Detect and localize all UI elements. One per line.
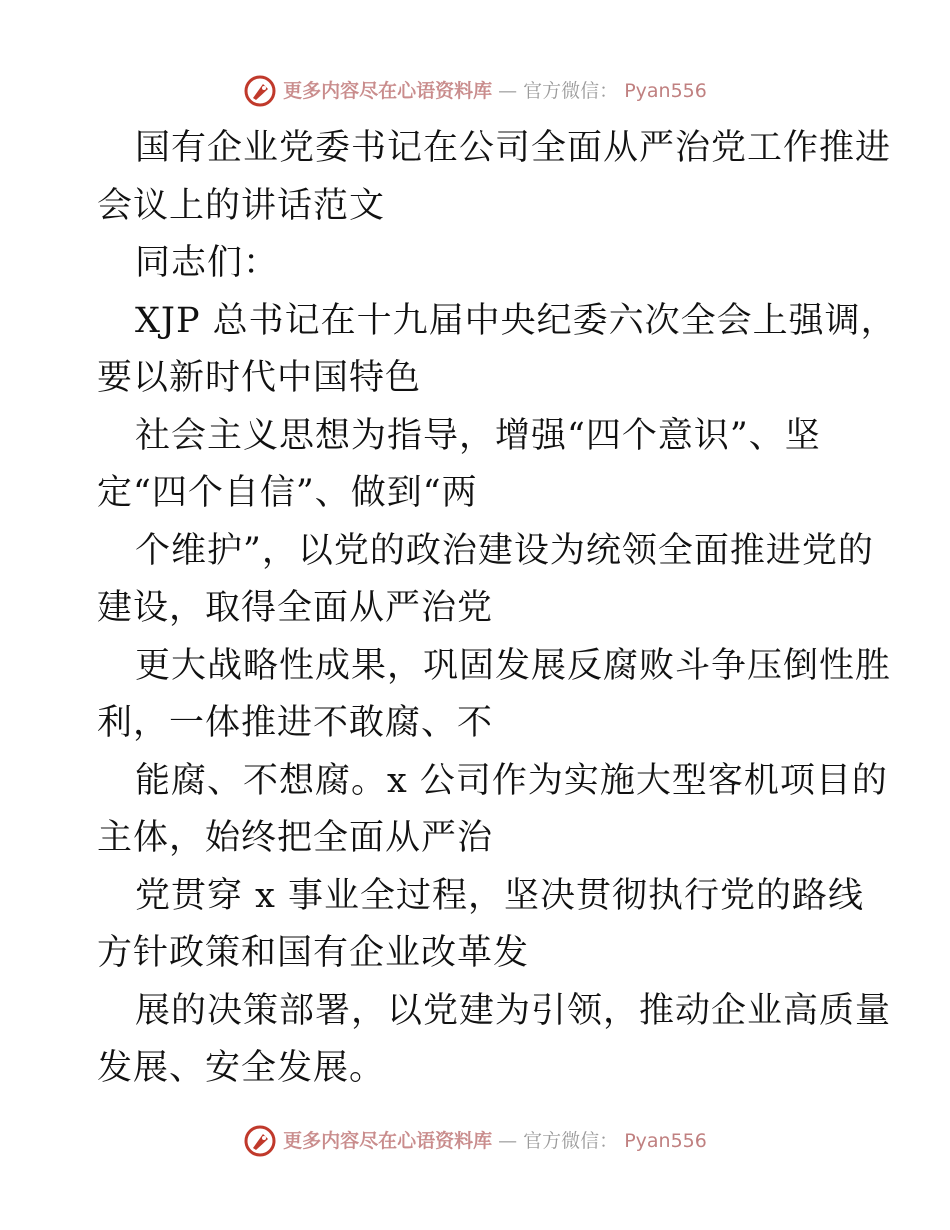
text-line: 建设，取得全面从严治党 (97, 588, 494, 628)
text-line: 定“四个自信”、做到“两 (97, 473, 478, 513)
watermark-dash: — (498, 80, 518, 102)
text-line: XJP 总书记在十九届中央纪委六次全会上强调， (135, 300, 897, 341)
document-body (97, 120, 897, 1098)
text-line: 利，一体推进不敢腐、不 (97, 703, 494, 743)
text-line: 更大战略性成果，巩固发展反腐败斗争压倒性胜 (135, 645, 892, 686)
text-line: 能腐、不想腐。x 公司作为实施大型客机项目的 (135, 760, 888, 801)
watermark-id: Pyan556 (624, 1130, 707, 1152)
text-line: 国有企业党委书记在公司全面从严治党工作推进 (135, 128, 892, 168)
text-line: 方针政策和国有企业改革发 (97, 933, 530, 973)
text-line: 展的决策部署，以党建为引领，推动企业高质量 (135, 990, 892, 1031)
watermark-id: Pyan556 (624, 80, 707, 102)
text-line: 社会主义思想为指导，增强“四个意识”、坚 (135, 415, 821, 456)
text-line: 要以新时代中国特色 (97, 358, 422, 398)
watermark-text: 更多内容尽在心语资料库 (283, 80, 493, 102)
text-line: 党贯穿 x 事业全过程，坚决贯彻执行党的路线 (135, 875, 864, 916)
text-line: 主体，始终把全面从严治 (97, 818, 494, 858)
red-pen-nib-logo-icon (243, 74, 277, 108)
header-watermark (0, 74, 950, 108)
watermark-text: 更多内容尽在心语资料库 (283, 1130, 493, 1152)
text-line: 个维护”，以党的政治建设为统领全面推进党的 (135, 530, 874, 571)
red-pen-nib-logo-icon (243, 1124, 277, 1158)
text-line: 会议上的讲话范文 (97, 185, 386, 226)
watermark-label: 官方微信： (523, 1130, 619, 1152)
text-line: 同志们： (135, 243, 280, 283)
text-line: 发展、安全发展。 (97, 1048, 386, 1088)
watermark-dash: — (498, 1130, 518, 1152)
footer-watermark (0, 1124, 950, 1158)
watermark-label: 官方微信： (523, 80, 619, 102)
